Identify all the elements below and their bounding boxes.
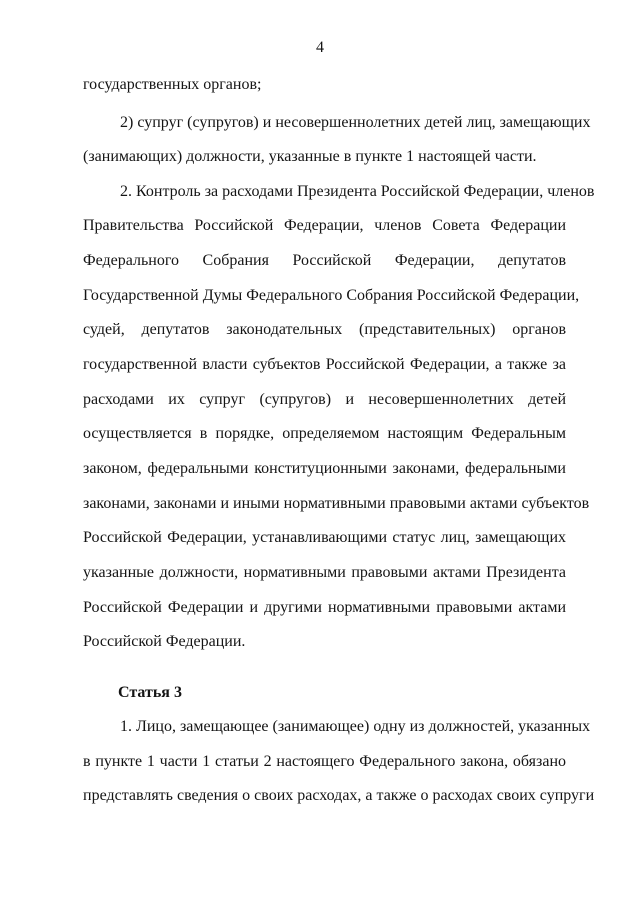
- text-line: Государственной Думы Федерального Собрания Российской Федерации,: [83, 287, 580, 304]
- text-line: (занимающих) должности, указанные в пункте 1 настоящей части.: [83, 148, 537, 165]
- text-line: Правительства Российской Федерации, членов Совета Федерации: [83, 217, 566, 234]
- text-line: 2. Контроль за расходами Президента Российской Федерации, членов: [120, 183, 595, 200]
- text-line: государственной власти субъектов Российской Федерации, а также за: [83, 356, 566, 373]
- text-line: осуществляется в порядке, определяемом настоящим Федеральным: [83, 425, 566, 442]
- text-line: 1. Лицо, замещающее (занимающее) одну из должностей, указанных: [120, 718, 591, 735]
- text-line: государственных органов;: [83, 76, 262, 93]
- article-heading: Статья 3: [118, 684, 182, 701]
- text-line: Российской Федерации, устанавливающими статус лиц, замещающих: [83, 529, 566, 546]
- text-line: Российской Федерации и другими нормативными правовыми актами: [83, 599, 566, 616]
- text-line: в пункте 1 части 1 статьи 2 настоящего Федерального закона, обязано: [83, 753, 566, 770]
- page-number: 4: [316, 39, 324, 56]
- text-line: указанные должности, нормативными правовыми актами Президента: [83, 564, 566, 581]
- text-line: Российской Федерации.: [83, 633, 246, 650]
- text-line: Федерального Собрания Российской Федерации, депутатов: [83, 252, 566, 269]
- text-line: представлять сведения о своих расходах, а также о расходах своих супруги: [83, 787, 595, 804]
- text-line: 2) супруг (супругов) и несовершеннолетних детей лиц, замещающих: [120, 114, 591, 131]
- text-line: законом, федеральными конституционными законами, федеральными: [83, 460, 566, 477]
- text-line: законами, законами и иными нормативными правовыми актами субъектов: [83, 495, 590, 512]
- text-line: расходами их супруг (супругов) и несовершеннолетних детей: [83, 391, 566, 408]
- text-line: судей, депутатов законодательных (представительных) органов: [83, 321, 566, 338]
